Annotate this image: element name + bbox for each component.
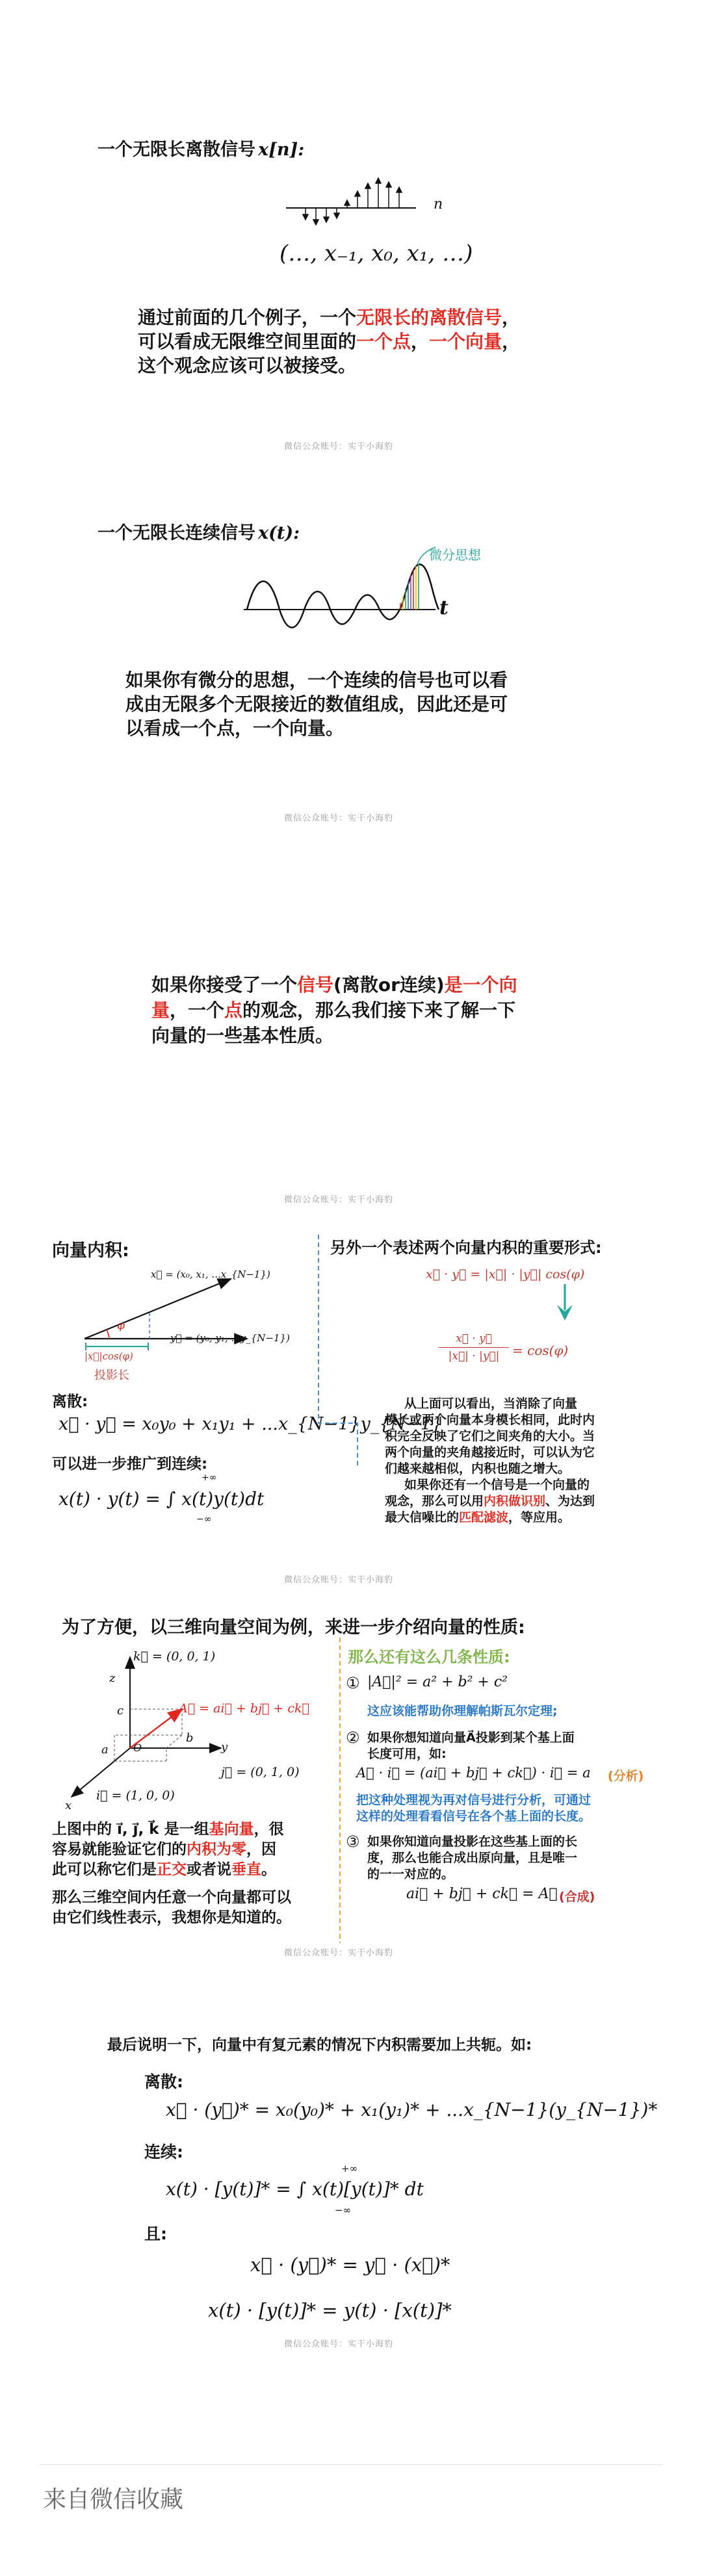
inner-note: 从上面可以看出，当消除了向量 模长或两个向量本身模长相同，此时内 积完全反映了它们之间夹角的大小。当 两个向量的夹角越接近时，可以认为它 们越来越相似，内积也随之增大。 如果你还有一个信号是一个向量的 观念，那么可以用内积做识别、为达到 最大信噪比的匹配滤波，等应用。 xyxy=(385,1397,595,1525)
i-basis-label: i⃗ = (1, 0, 0) xyxy=(96,1788,175,1803)
complex-f1: x⃗ · (y⃗)* = y⃗ · (x⃗)* xyxy=(250,2254,450,2276)
axis-t-label: t xyxy=(439,597,448,619)
watermark: 微信公众账号：实干小海豹 xyxy=(284,442,394,452)
vector-A-label: A⃗ = ai⃗ + bj⃗ + ck⃗ xyxy=(179,1701,309,1716)
angle-phi-label: φ xyxy=(117,1319,125,1332)
complex-and-label: 且: xyxy=(144,2224,167,2243)
axis-y-label: y xyxy=(221,1740,228,1754)
differential-annotation: 微分思想 xyxy=(429,547,481,563)
props-heading: 为了方便，以三维向量空间为例，来进一步介绍向量的性质: xyxy=(62,1617,525,1638)
continuous-paragraph: 如果你有微分的思想，一个连续的信号也可以看 成由无限多个无限接近的数值组成，因此还是可 以看成一个点，一个向量。 xyxy=(125,669,508,739)
complex-discrete-formula: x⃗ · (y⃗)* = x₀(y₀)* + x₁(y₁)* + ...x_{N−1}(y_{N−1})* xyxy=(166,2099,658,2120)
props-separator xyxy=(339,1638,341,1943)
watermark: 微信公众账号：实干小海豹 xyxy=(284,814,394,823)
watermark: 微信公众账号：实干小海豹 xyxy=(284,1575,394,1585)
complex-intro: 最后说明一下，向量中有复元素的情况下内积需要加上共轭。如: xyxy=(107,2037,532,2054)
prop-2-number: ② xyxy=(346,1729,360,1747)
integral-lower: −∞ xyxy=(196,1514,212,1525)
j-basis-label: j⃗ = (0, 1, 0) xyxy=(221,1765,300,1779)
transition-paragraph: 如果你接受了一个信号(离散or连续)是一个向 量，一个点的观念，那么我们接下来了解一下 向量的一些基本性质。 xyxy=(151,974,517,1046)
discrete-stem-plot xyxy=(280,169,448,234)
alt-fraction-rhs: = cos(φ) xyxy=(512,1343,569,1358)
continuous-title: 一个无限长连续信号 x(t): xyxy=(98,523,300,543)
watermark: 微信公众账号：实干小海豹 xyxy=(284,1948,394,1958)
prop-2-text: 如果你想知道向量A⃗投影到某个基上面 长度可用，如: xyxy=(367,1731,575,1761)
complex-f2: x(t) · [y(t)]* = y(t) · [x(t)]* xyxy=(208,2299,452,2321)
projection-label: 投影长 xyxy=(94,1369,129,1382)
3d-axes-diagram xyxy=(52,1644,273,1807)
axis-x-label: x xyxy=(65,1799,72,1812)
complex-integral-upper: +∞ xyxy=(341,2163,358,2174)
origin-label: O xyxy=(133,1742,142,1754)
discrete-sequence: (…, x₋₁, x₀, x₁, …) xyxy=(280,240,473,266)
watermark: 微信公众账号：实干小海豹 xyxy=(284,2339,394,2349)
prop-3-formula: ai⃗ + bj⃗ + ck⃗ = A⃗ xyxy=(406,1886,558,1902)
axis-n-label: n xyxy=(434,196,443,213)
synthesis-tag: (合成) xyxy=(559,1890,595,1904)
prop-1-formula: |A⃗|² = a² + b² + c² xyxy=(367,1674,508,1690)
footer-divider xyxy=(39,2464,663,2465)
watermark: 微信公众账号：实干小海豹 xyxy=(284,1195,394,1205)
discrete-title: 一个无限长离散信号 x[n]: xyxy=(98,140,305,160)
prop-1-number: ① xyxy=(346,1674,360,1692)
projection-formula: |x⃗|cos(φ) xyxy=(84,1350,133,1362)
inner-continuous-formula: x(t) · y(t) = ∫ x(t)y(t)dt xyxy=(58,1488,265,1510)
inner-discrete-label: 离散: xyxy=(52,1393,88,1410)
prop-1-note: 这应该能帮助你理解帕斯瓦尔定理; xyxy=(367,1704,558,1718)
complex-continuous-label: 连续: xyxy=(144,2143,183,2161)
analysis-tag: (分析) xyxy=(608,1769,644,1783)
alt-fraction: x⃗ · y⃗ |x⃗| · |y⃗| xyxy=(439,1332,509,1363)
c-label: c xyxy=(117,1704,124,1718)
complex-continuous-formula: x(t) · [y(t)]* = ∫ x(t)[y(t)]* dt xyxy=(166,2178,424,2200)
prop-2-blue-note: 把这种处理视为再对信号进行分析，可通过 这样的处理看看信号在各个基上面的长度。 xyxy=(356,1793,592,1823)
inner-extend-label: 可以进一步推广到连续: xyxy=(52,1456,208,1473)
props-left-text: 上图中的 i⃗, j⃗, k⃗ 是一组基向量，很 容易就能验证它们的内积为零，因 此可以称它们是正交或者说垂直。 那么三维空间内任意一个向量都可以 由它们线性表示，我想你是知道的。 xyxy=(52,1821,291,1926)
prop-3-text: 如果你知道向量投影在这些基上面的长 度，那么也能合成出原向量，且是唯一 的一一对应的。 xyxy=(367,1835,578,1881)
axis-z-label: z xyxy=(109,1671,116,1685)
alt-formula: x⃗ · y⃗ = |x⃗| · |y⃗| cos(φ) xyxy=(426,1267,585,1282)
k-basis-label: k⃗ = (0, 0, 1) xyxy=(133,1649,216,1664)
integral-upper: +∞ xyxy=(202,1473,217,1483)
inner-heading: 向量内积: xyxy=(52,1241,129,1261)
props-green-heading: 那么还有这么几条性质: xyxy=(348,1648,510,1666)
a-label: a xyxy=(101,1743,109,1757)
prop-3-number: ③ xyxy=(346,1833,360,1851)
discrete-paragraph: 通过前面的几个例子，一个无限长的离散信号， 可以看成无限维空间里面的一个点，一个向量， 这个观念应该可以被接受。 xyxy=(138,307,521,376)
b-label: b xyxy=(186,1731,194,1745)
complex-discrete-label: 离散: xyxy=(144,2072,183,2091)
vector-y-label: y⃗ = (y₀, y₁, ...y_{N−1}) xyxy=(170,1332,290,1344)
vector-x-label: x⃗ = (x₀, x₁, ...x_{N−1}) xyxy=(151,1269,270,1280)
inner-separator xyxy=(312,1235,364,1469)
inner-discrete-formula: x⃗ · y⃗ = x₀y₀ + x₁y₁ + ...x_{N−1}y_{N−1} xyxy=(58,1414,443,1434)
footer-label: 来自微信收藏 xyxy=(43,2486,184,2513)
continuous-wave-plot xyxy=(240,546,455,630)
complex-integral-lower: −∞ xyxy=(335,2204,352,2216)
prop-2-formula: A⃗ · i⃗ = (ai⃗ + bj⃗ + ck⃗) · i⃗ = a xyxy=(356,1765,591,1781)
down-arrow-icon xyxy=(555,1284,575,1323)
alt-heading: 另外一个表述两个向量内积的重要形式: xyxy=(330,1239,602,1257)
